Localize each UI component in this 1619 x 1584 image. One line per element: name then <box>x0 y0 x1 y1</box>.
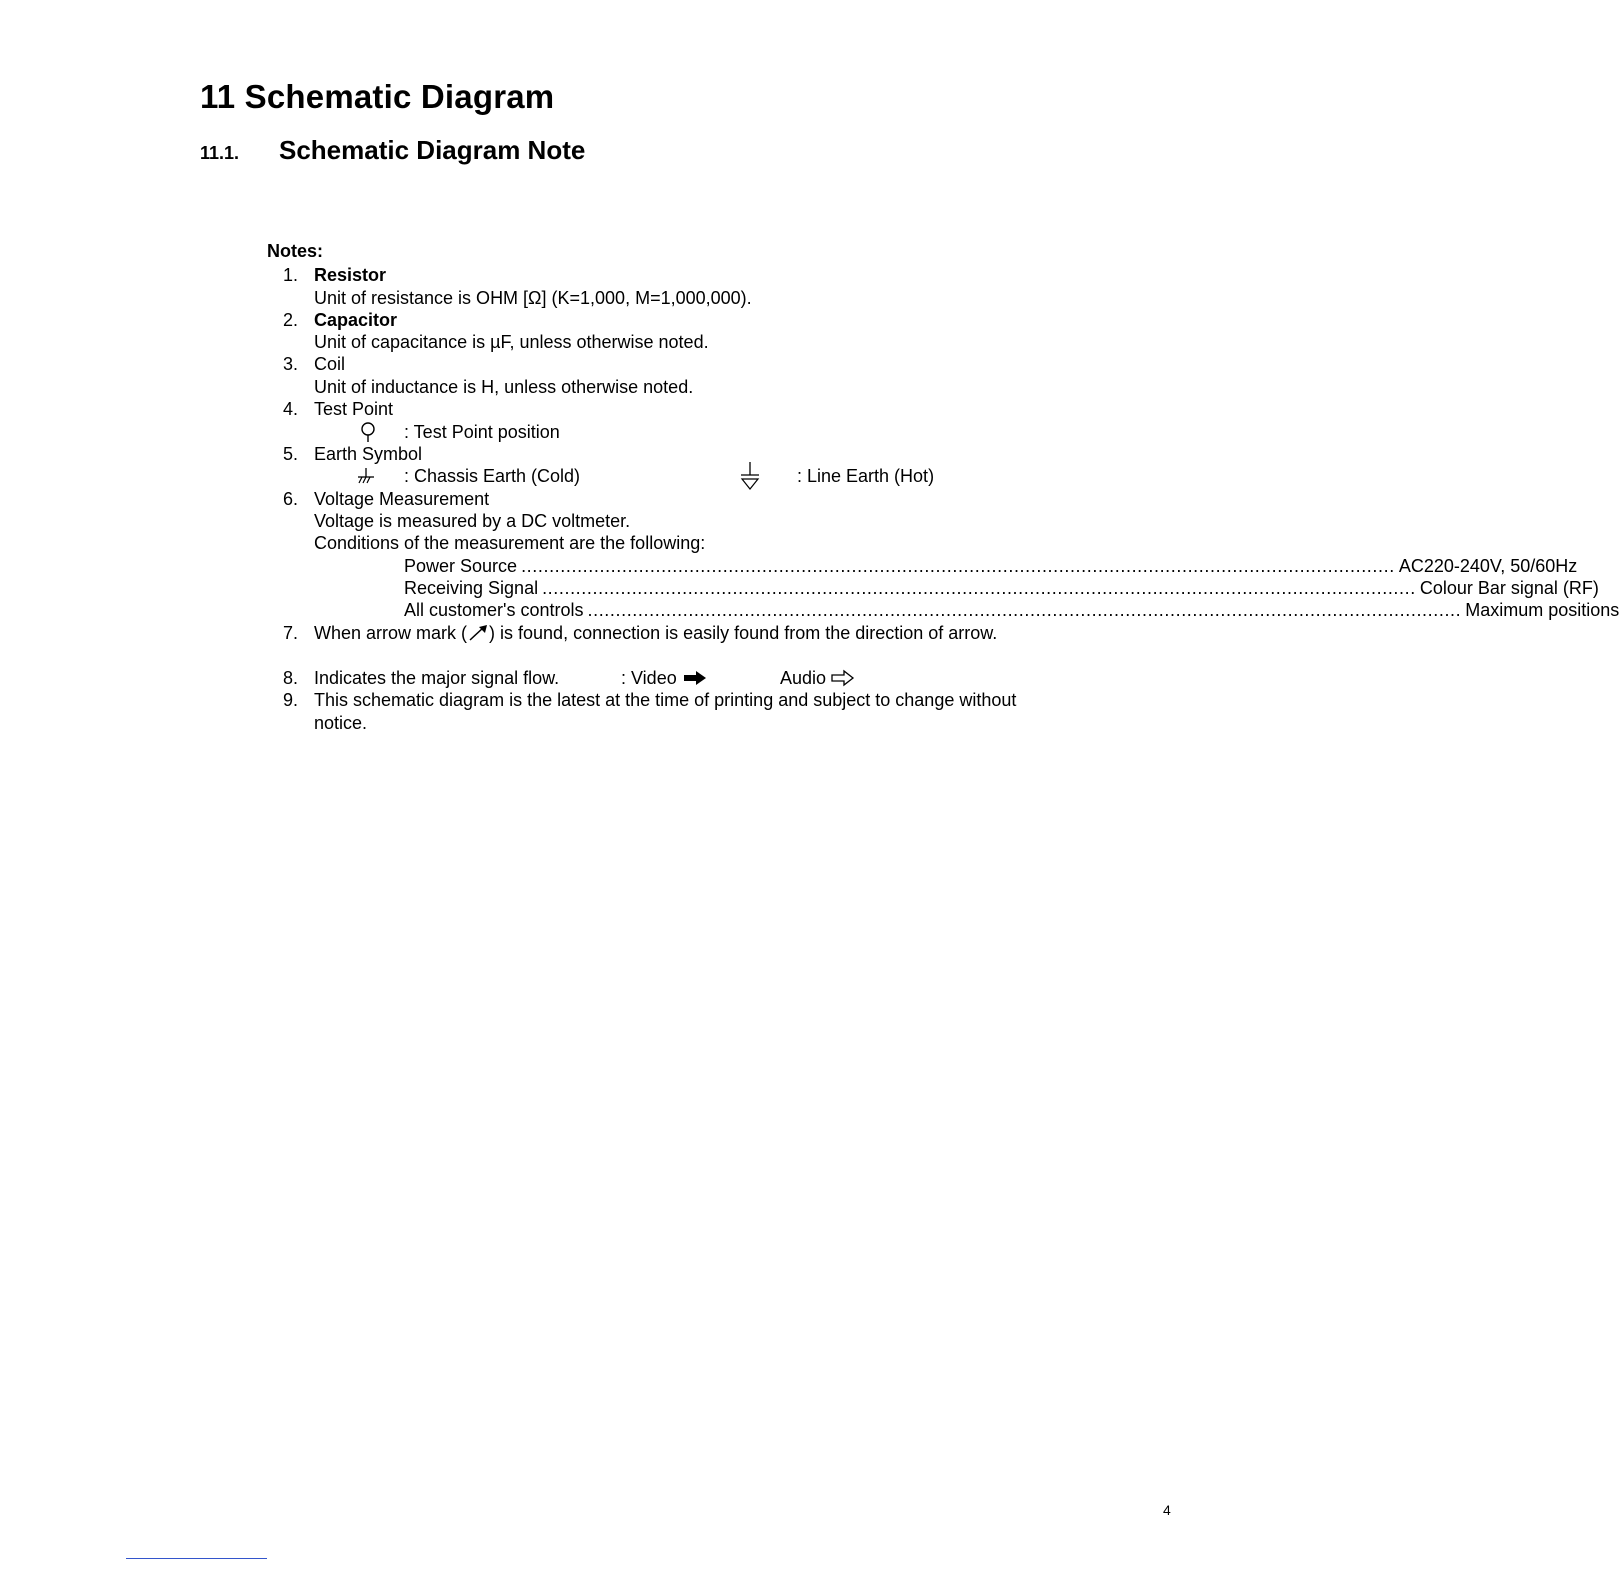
condition-label: Power Source <box>404 556 518 576</box>
note-1-number: 1. <box>283 265 299 285</box>
note-2-number: 2. <box>283 310 299 330</box>
note-1-title: Resistor <box>314 265 387 285</box>
note-9-text-2: notice. <box>314 713 368 733</box>
leader-dots: ............................................................................................................................................................ <box>587 600 1462 620</box>
note-8-number: 8. <box>283 668 299 688</box>
section-title: Schematic Diagram Note <box>279 135 586 165</box>
video-label: : Video <box>621 668 677 688</box>
note-2-title: Capacitor <box>314 310 398 330</box>
test-point-icon <box>358 420 378 444</box>
note-7-text <box>314 622 997 644</box>
footer-rule <box>126 1558 267 1559</box>
note-2-text: Unit of capacitance is µF, unless otherwise noted. <box>314 332 709 352</box>
chassis-earth-description: : Chassis Earth (Cold) <box>404 466 581 486</box>
note-3-text: Unit of inductance is H, unless otherwise noted. <box>314 377 694 397</box>
note-6-title: Voltage Measurement <box>314 489 490 509</box>
test-point-description: : Test Point position <box>404 422 560 442</box>
page-title: 11 Schematic Diagram <box>200 78 555 115</box>
line-earth-description: : Line Earth (Hot) <box>797 466 935 486</box>
solid-arrow-icon <box>683 670 707 686</box>
line-earth-icon <box>739 461 761 491</box>
note-9-text-1: This schematic diagram is the latest at the time of printing and subject to change without <box>314 690 1017 710</box>
audio-label: Audio <box>780 668 827 688</box>
note-6-text-1: Voltage is measured by a DC voltmeter. <box>314 511 631 531</box>
condition-row <box>404 577 1599 599</box>
note-7-text-after: ) is found, connection is easily found from the direction of arrow. <box>489 623 998 643</box>
note-7-number: 7. <box>283 623 299 643</box>
condition-row <box>404 555 1578 577</box>
section-number: 11.1. <box>200 143 240 163</box>
note-9-number: 9. <box>283 690 299 710</box>
note-4-number: 4. <box>283 399 299 419</box>
condition-row <box>404 599 1619 621</box>
note-5-title: Earth Symbol <box>314 444 423 464</box>
note-6-number: 6. <box>283 489 299 509</box>
note-5-number: 5. <box>283 444 299 464</box>
note-8-text: Indicates the major signal flow. <box>314 668 560 688</box>
note-6-text-2: Conditions of the measurement are the following: <box>314 533 706 553</box>
section-heading <box>200 135 585 166</box>
leader-dots: ............................................................................................................................................................ <box>521 556 1395 576</box>
note-3-number: 3. <box>283 354 299 374</box>
page-number: 4 <box>1163 1502 1171 1518</box>
note-3-title: Coil <box>314 354 346 374</box>
hollow-arrow-icon <box>831 670 855 686</box>
note-7-text-before: When arrow mark ( <box>314 623 468 643</box>
chassis-earth-icon <box>356 466 376 486</box>
leader-dots: ............................................................................................................................................................ <box>542 578 1416 598</box>
arrow-mark-icon <box>467 624 489 642</box>
condition-label: All customer's controls <box>404 600 584 620</box>
condition-value: AC220-240V, 50/60Hz <box>1398 556 1578 576</box>
note-4-title: Test Point <box>314 399 394 419</box>
condition-value: Colour Bar signal (RF) <box>1419 578 1599 598</box>
notes-label: Notes: <box>267 241 324 261</box>
note-1-text: Unit of resistance is OHM [Ω] (K=1,000, M=1,000,000). <box>314 288 752 308</box>
condition-value: Maximum positions <box>1465 600 1619 620</box>
condition-label: Receiving Signal <box>404 578 539 598</box>
